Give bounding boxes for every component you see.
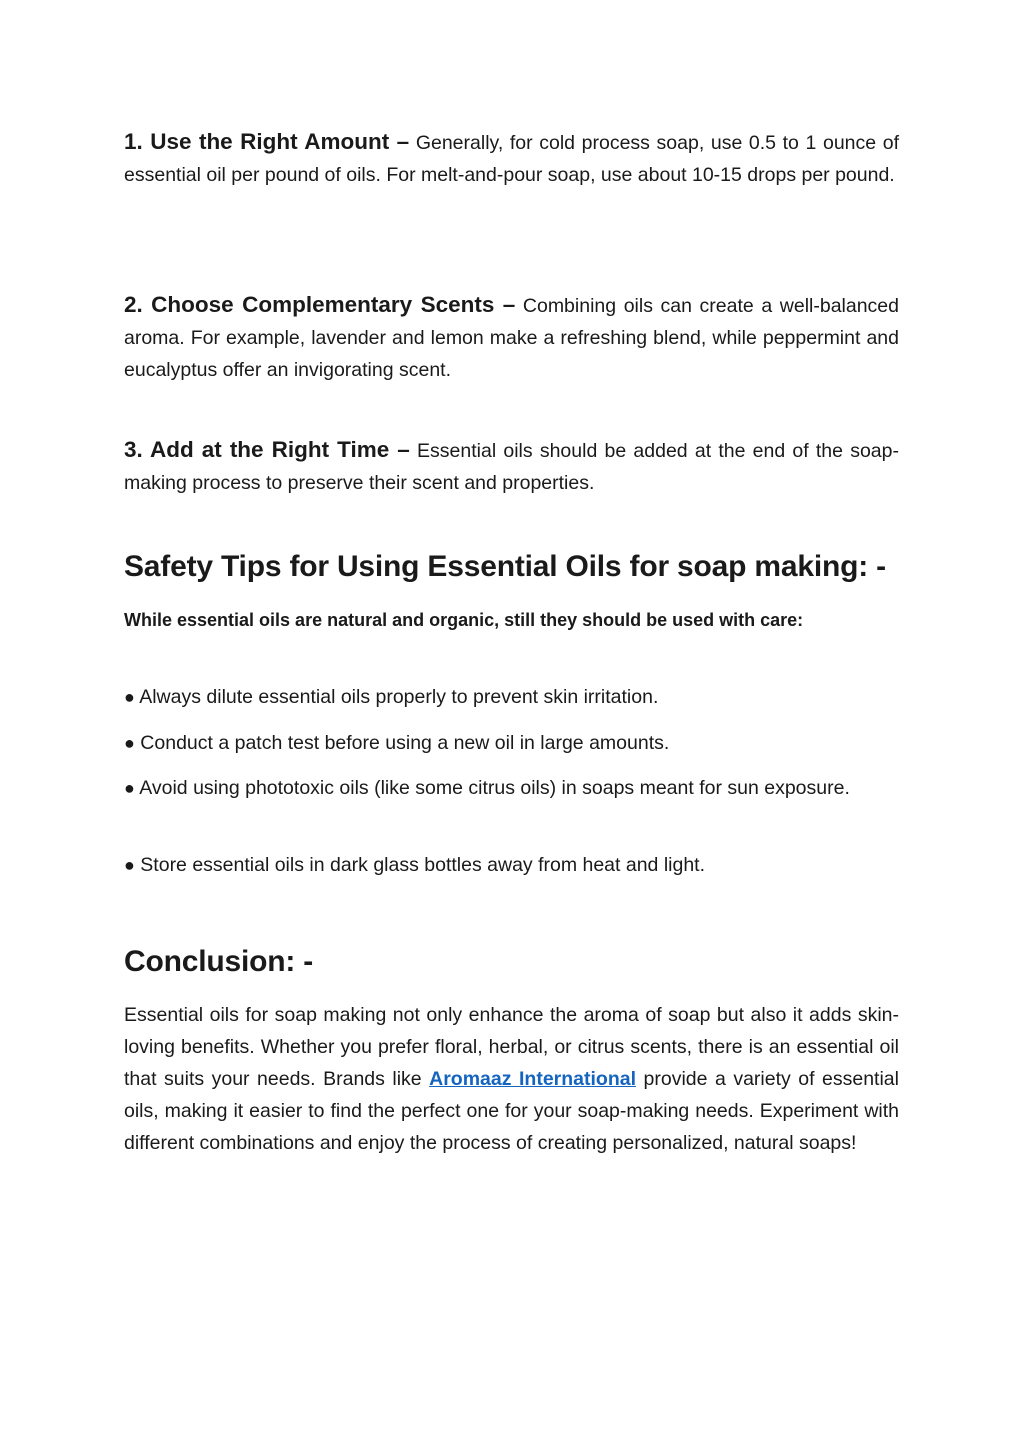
- tip-paragraph-1: [124, 126, 899, 191]
- tip-paragraph-2: [124, 289, 899, 386]
- safety-item-3: [124, 772, 899, 804]
- tip-text-3: Essential oils should be added at the end of the soap-making process to preserve their scent and properties.: [124, 440, 899, 494]
- tip-title-1: 1. Use the Right Amount –: [124, 129, 410, 154]
- safety-item-2: [124, 727, 899, 759]
- bullet-icon: ●: [124, 733, 135, 753]
- conclusion-text-before: Essential oils for soap making not only enhance the aroma of soap but also it adds skin-loving benefits. Whether you prefer floral, herbal, or citrus scents, there is an essential oil that suits your needs. Brands like: [124, 1004, 899, 1090]
- safety-item-text: Avoid using phototoxic oils (like some citrus oils) in soaps meant for sun exposure.: [139, 777, 850, 799]
- bullet-icon: ●: [124, 687, 135, 707]
- tip-title-3: 3. Add at the Right Time –: [124, 437, 410, 462]
- tip-paragraph-3: [124, 434, 899, 499]
- bullet-icon: ●: [124, 855, 135, 875]
- safety-item-text: Conduct a patch test before using a new oil in large amounts.: [140, 732, 670, 754]
- safety-item-text: Store essential oils in dark glass bottles away from heat and light.: [140, 854, 706, 876]
- tip-title-2: 2. Choose Complementary Scents –: [124, 292, 516, 317]
- tip-text-2: Combining oils can create a well-balanced aroma. For example, lavender and lemon make a refreshing blend, while peppermint and eucalyptus offer an invigorating scent.: [124, 295, 900, 381]
- conclusion-paragraph: [124, 999, 899, 1159]
- safety-intro: While essential oils are natural and organic, still they should be used with care:: [124, 610, 804, 630]
- conclusion-heading: Conclusion: -: [124, 945, 314, 978]
- safety-item-4: [124, 849, 899, 881]
- safety-item-text: Always dilute essential oils properly to prevent skin irritation.: [139, 686, 659, 708]
- bullet-icon: ●: [124, 778, 135, 798]
- conclusion-text-after: provide a variety of essential oils, making it easier to find the perfect one for your soap-making needs. Experiment with different combinations and enjoy the process of creating personalized, natural soaps!: [124, 1068, 899, 1154]
- safety-heading: Safety Tips for Using Essential Oils for soap making: -: [124, 550, 886, 583]
- tip-text-1: Generally, for cold process soap, use 0.5 to 1 ounce of essential oil per pound of oils. For melt-and-pour soap, use about 10-15 drops per pound.: [124, 132, 900, 186]
- aromaaz-international-link[interactable]: Aromaaz International: [429, 1068, 637, 1090]
- safety-item-1: [124, 681, 899, 713]
